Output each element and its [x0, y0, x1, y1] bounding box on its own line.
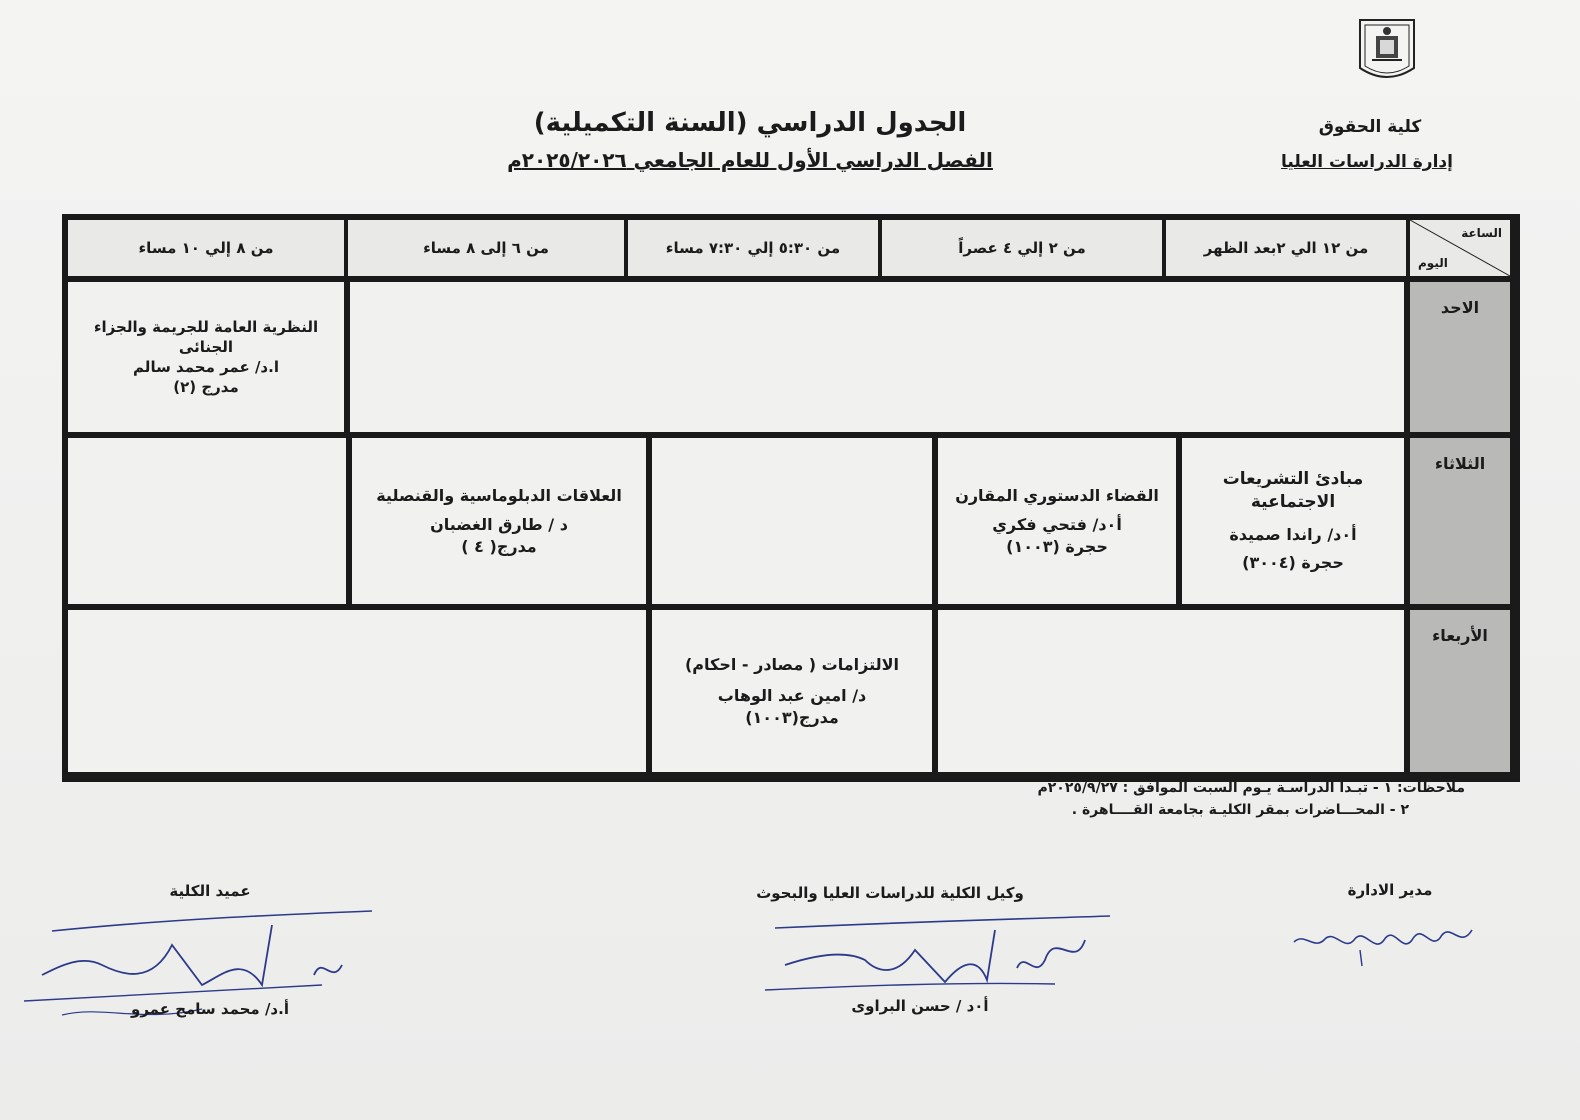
note-line-2: ٢ - المحـــاضرات بمقر الكليـة بجامعة القــــاهرة .: [1071, 801, 1409, 818]
course-room: حجرة (١٠٠٣): [1006, 536, 1108, 556]
vice-dean-signature: [755, 910, 1115, 1005]
corner-day-label: اليوم: [1418, 256, 1448, 270]
wednesday-course-cell: [651, 609, 933, 773]
department-name: إدارة الدراسات العليا: [1281, 152, 1453, 172]
wednesday-empty-block-left: [67, 609, 647, 773]
dean-title: عميد الكلية: [169, 882, 251, 900]
tuesday-course-cell-2: [937, 437, 1177, 605]
course-room: مدرج( ٤ ): [461, 536, 537, 556]
course-room: مدرج(١٠٠٣): [745, 707, 839, 727]
course-name: مبادئ التشريعات الاجتماعية: [1222, 469, 1364, 513]
director-title: مدير الادارة: [1347, 881, 1433, 899]
time-slot-header-2: من ٢ إلي ٤ عصراً: [881, 219, 1163, 277]
tuesday-course-cell-3: [351, 437, 647, 605]
document-subtitle: الفصل الدراسي الأول للعام الجامعي ٢٠٢٥/٢٠٢٦م: [507, 148, 993, 172]
day-wednesday: الأربعاء: [1409, 609, 1511, 773]
university-logo: [1352, 16, 1422, 88]
course-name: الالتزامات ( مصادر - احكام): [684, 654, 900, 674]
time-slot-header-3: من ٥:٣٠ إلي ٧:٣٠ مساء: [627, 219, 879, 277]
dean-name: أ.د/ محمد سامح عمرو: [131, 1000, 289, 1018]
day-sunday: الاحد: [1409, 281, 1511, 433]
vice-dean-title: وكيل الكلية للدراسات العليا والبحوث: [756, 884, 1024, 902]
note-line-1: ملاحظات: ١ - تبـدأ الدراسـة يـوم السبت الموافق : ٢٠٢٥/٩/٢٧م: [1037, 780, 1465, 796]
corner-cell: [1409, 219, 1511, 277]
time-slot-header-1: من ١٢ الي ٢بعد الظهر: [1165, 219, 1407, 277]
course-room: مدرج (٢): [173, 378, 239, 397]
tuesday-empty-cell-last: [67, 437, 347, 605]
course-name: العلاقات الدبلوماسية والقنصلية: [376, 485, 622, 505]
vice-dean-name: أ٠د / حسن البراوى: [851, 997, 989, 1015]
schedule-table: [62, 214, 1520, 782]
course-instructor: ا.د/ عمر محمد سالم: [133, 358, 279, 376]
course-instructor: د/ امين عبد الوهاب: [717, 686, 867, 706]
course-name: القضاء الدستوري المقارن: [955, 485, 1159, 505]
faculty-name: كلية الحقوق: [1318, 117, 1422, 137]
corner-time-label: الساعة: [1461, 226, 1502, 240]
course-name: النظرية العامة للجريمة والجزاء الجنائى: [93, 317, 319, 356]
course-instructor: أ٠د/ فتحي فكري: [992, 515, 1122, 535]
day-tuesday: الثلاثاء: [1409, 437, 1511, 605]
document-title: الجدول الدراسي (السنة التكميلية): [533, 108, 967, 138]
sunday-course-cell: [67, 281, 345, 433]
tuesday-empty-cell: [651, 437, 933, 605]
course-instructor: د / طارق الغضبان: [430, 515, 568, 535]
course-instructor: أ٠د/ راندا صميدة: [1229, 525, 1357, 545]
course-room: حجرة (٣٠٠٤): [1242, 552, 1344, 572]
wednesday-empty-block-right: [937, 609, 1405, 773]
time-slot-header-4: من ٦ إلى ٨ مساء: [347, 219, 625, 277]
notes: [900, 778, 1465, 821]
tuesday-course-cell-1: [1181, 437, 1405, 605]
director-signature: [1290, 910, 1480, 970]
sunday-empty-block: [349, 281, 1405, 433]
time-slot-header-5: من ٨ إلي ١٠ مساء: [67, 219, 345, 277]
